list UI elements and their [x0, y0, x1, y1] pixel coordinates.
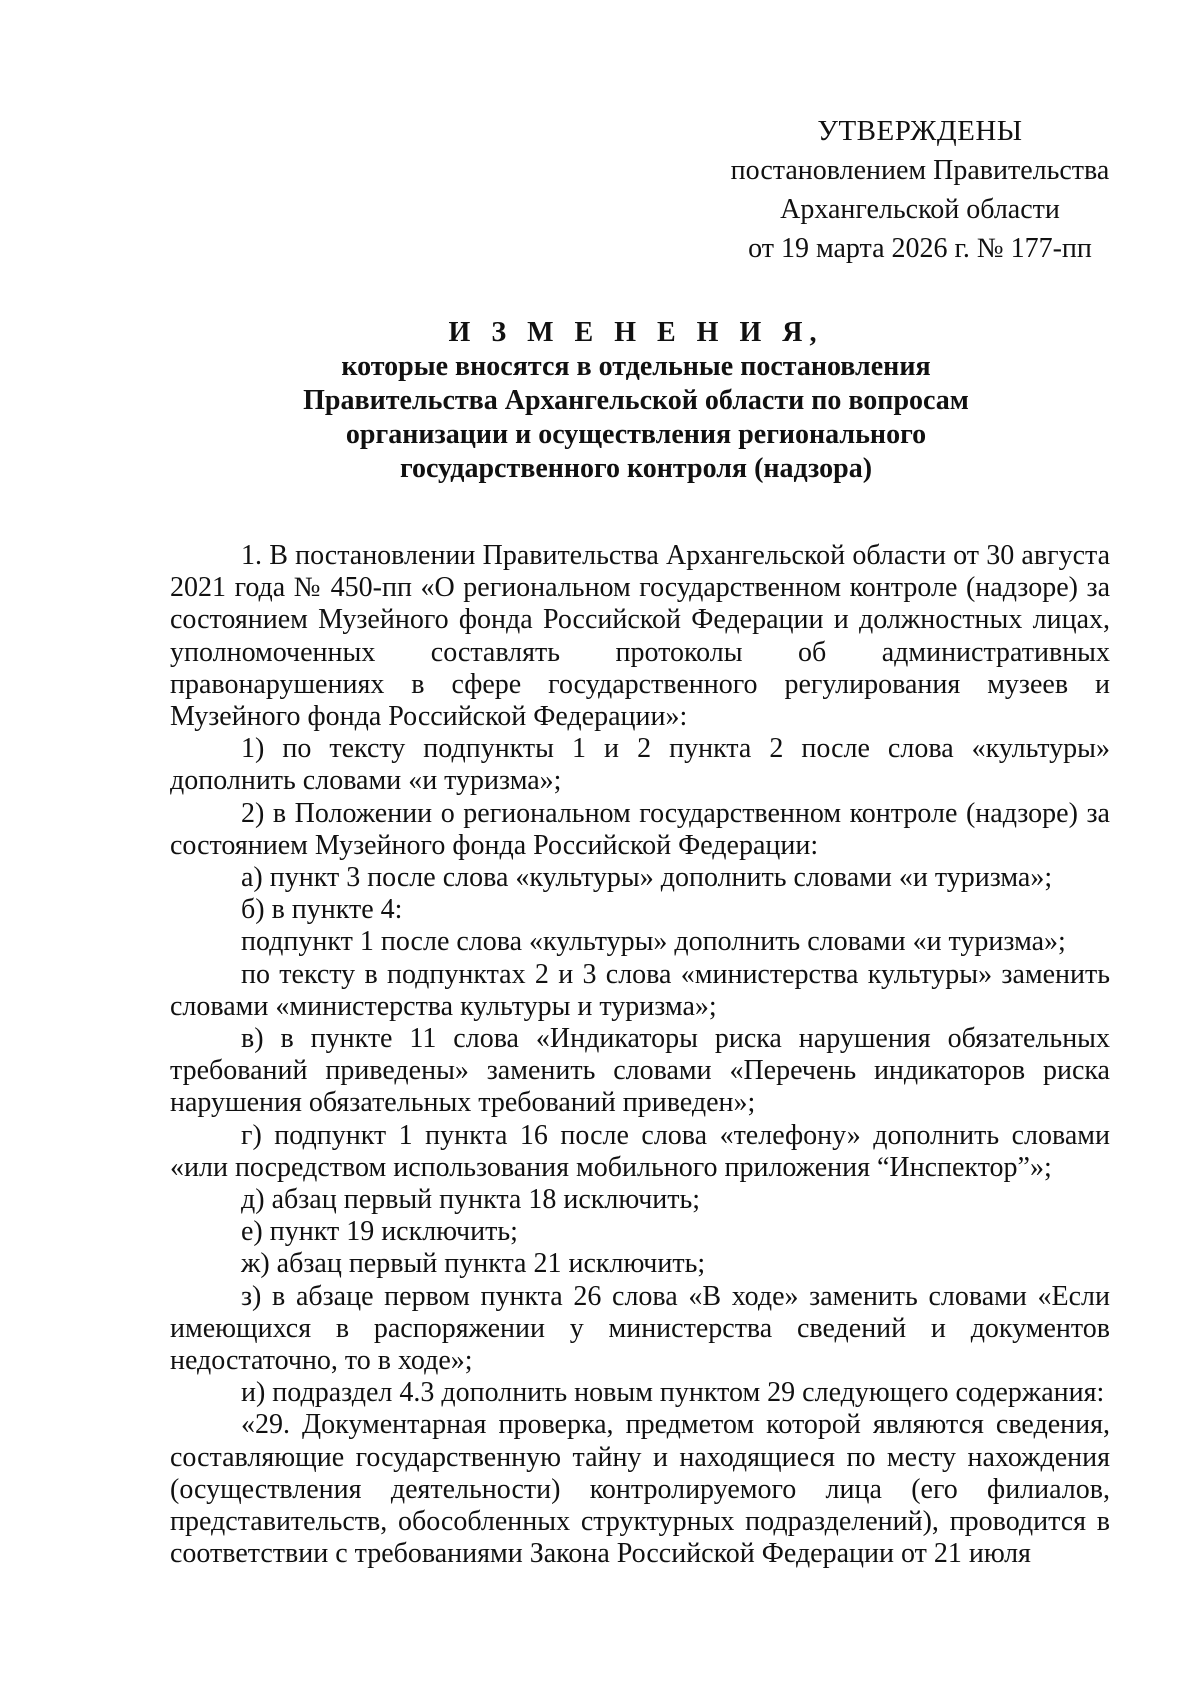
- document-body: [170, 540, 1110, 1571]
- paragraph-3: 2) в Положении о региональном государственном контроле (надзоре) за состоянием Музейного фонда Российской Федерации:: [170, 797, 1110, 861]
- heading-title: И З М Е Н Е Н И Я,: [448, 317, 824, 348]
- paragraph-2: 1) по тексту подпункты 1 и 2 пункта 2 после слова «культуры» дополнить словами «и туризма»;: [170, 733, 1110, 797]
- heading-line-2: Правительства Архангельской области по вопросам: [303, 385, 969, 416]
- approval-line-3: от 19 марта 2026 г. № 177-пп: [748, 233, 1092, 264]
- approval-line-1: постановлением Правительства: [730, 155, 1110, 186]
- paragraph-14: и) подраздел 4.3 дополнить новым пунктом 29 следующего содержания:: [241, 1377, 1105, 1409]
- paragraph-6: подпункт 1 после слова «культуры» дополнить словами «и туризма»;: [241, 926, 1066, 958]
- approval-block: [700, 112, 1140, 268]
- paragraph-8: в) в пункте 11 слова «Индикаторы риска нарушения обязательных требований приведены» заменить словами «Перечень индикаторов риска нарушения обязательных требований приведен»;: [170, 1023, 1110, 1119]
- paragraph-11: е) пункт 19 исключить;: [241, 1216, 518, 1248]
- approval-title: УТВЕРЖДЕНЫ: [817, 115, 1023, 147]
- paragraph-13: з) в абзаце первом пункта 26 слова «В ходе» заменить словами «Если имеющихся в распоряжении у министерства сведений и документов недостаточно, то в ходе»;: [170, 1280, 1110, 1377]
- heading-line-1: которые вносятся в отдельные постановления: [341, 351, 931, 382]
- paragraph-15: «29. Документарная проверка, предметом которой являются сведения, составляющие государственную тайну и находящиеся по месту нахождения (осуществления деятельности) контролируемого лица (его филиалов, представительств, обособленных структурных подразделений), проводится в соответствии с требованиями Закона Российской Федерации от 21 июля: [170, 1409, 1110, 1570]
- heading-line-3: организации и осуществления регионального: [345, 419, 927, 450]
- document-heading: [170, 316, 1102, 486]
- paragraph-7: по тексту в подпунктах 2 и 3 слова «министерства культуры» заменить словами «министерства культуры и туризма»;: [170, 958, 1110, 1022]
- heading-line-4: государственного контроля (надзора): [399, 453, 873, 484]
- paragraph-1: 1. В постановлении Правительства Архангельской области от 30 августа 2021 года № 450-пп «О региональном государственном контроле (надзоре) за состоянием Музейного фонда Российской Федерации и должностных лицах, уполномоченных составлять протоколы об административных правонарушениях в сфере государственного регулирования музеев и Музейного фонда Российской Федерации»:: [170, 540, 1110, 733]
- approval-line-2: Архангельской области: [780, 194, 1060, 225]
- paragraph-5: б) в пункте 4:: [241, 894, 403, 926]
- paragraph-12: ж) абзац первый пункта 21 исключить;: [241, 1248, 706, 1280]
- paragraph-9: г) подпункт 1 пункта 16 после слова «телефону» дополнить словами «или посредством использования мобильного приложения “Инспектор”»;: [170, 1119, 1110, 1183]
- paragraph-10: д) абзац первый пункта 18 исключить;: [241, 1184, 701, 1216]
- paragraph-4: а) пункт 3 после слова «культуры» дополнить словами «и туризма»;: [241, 862, 1053, 894]
